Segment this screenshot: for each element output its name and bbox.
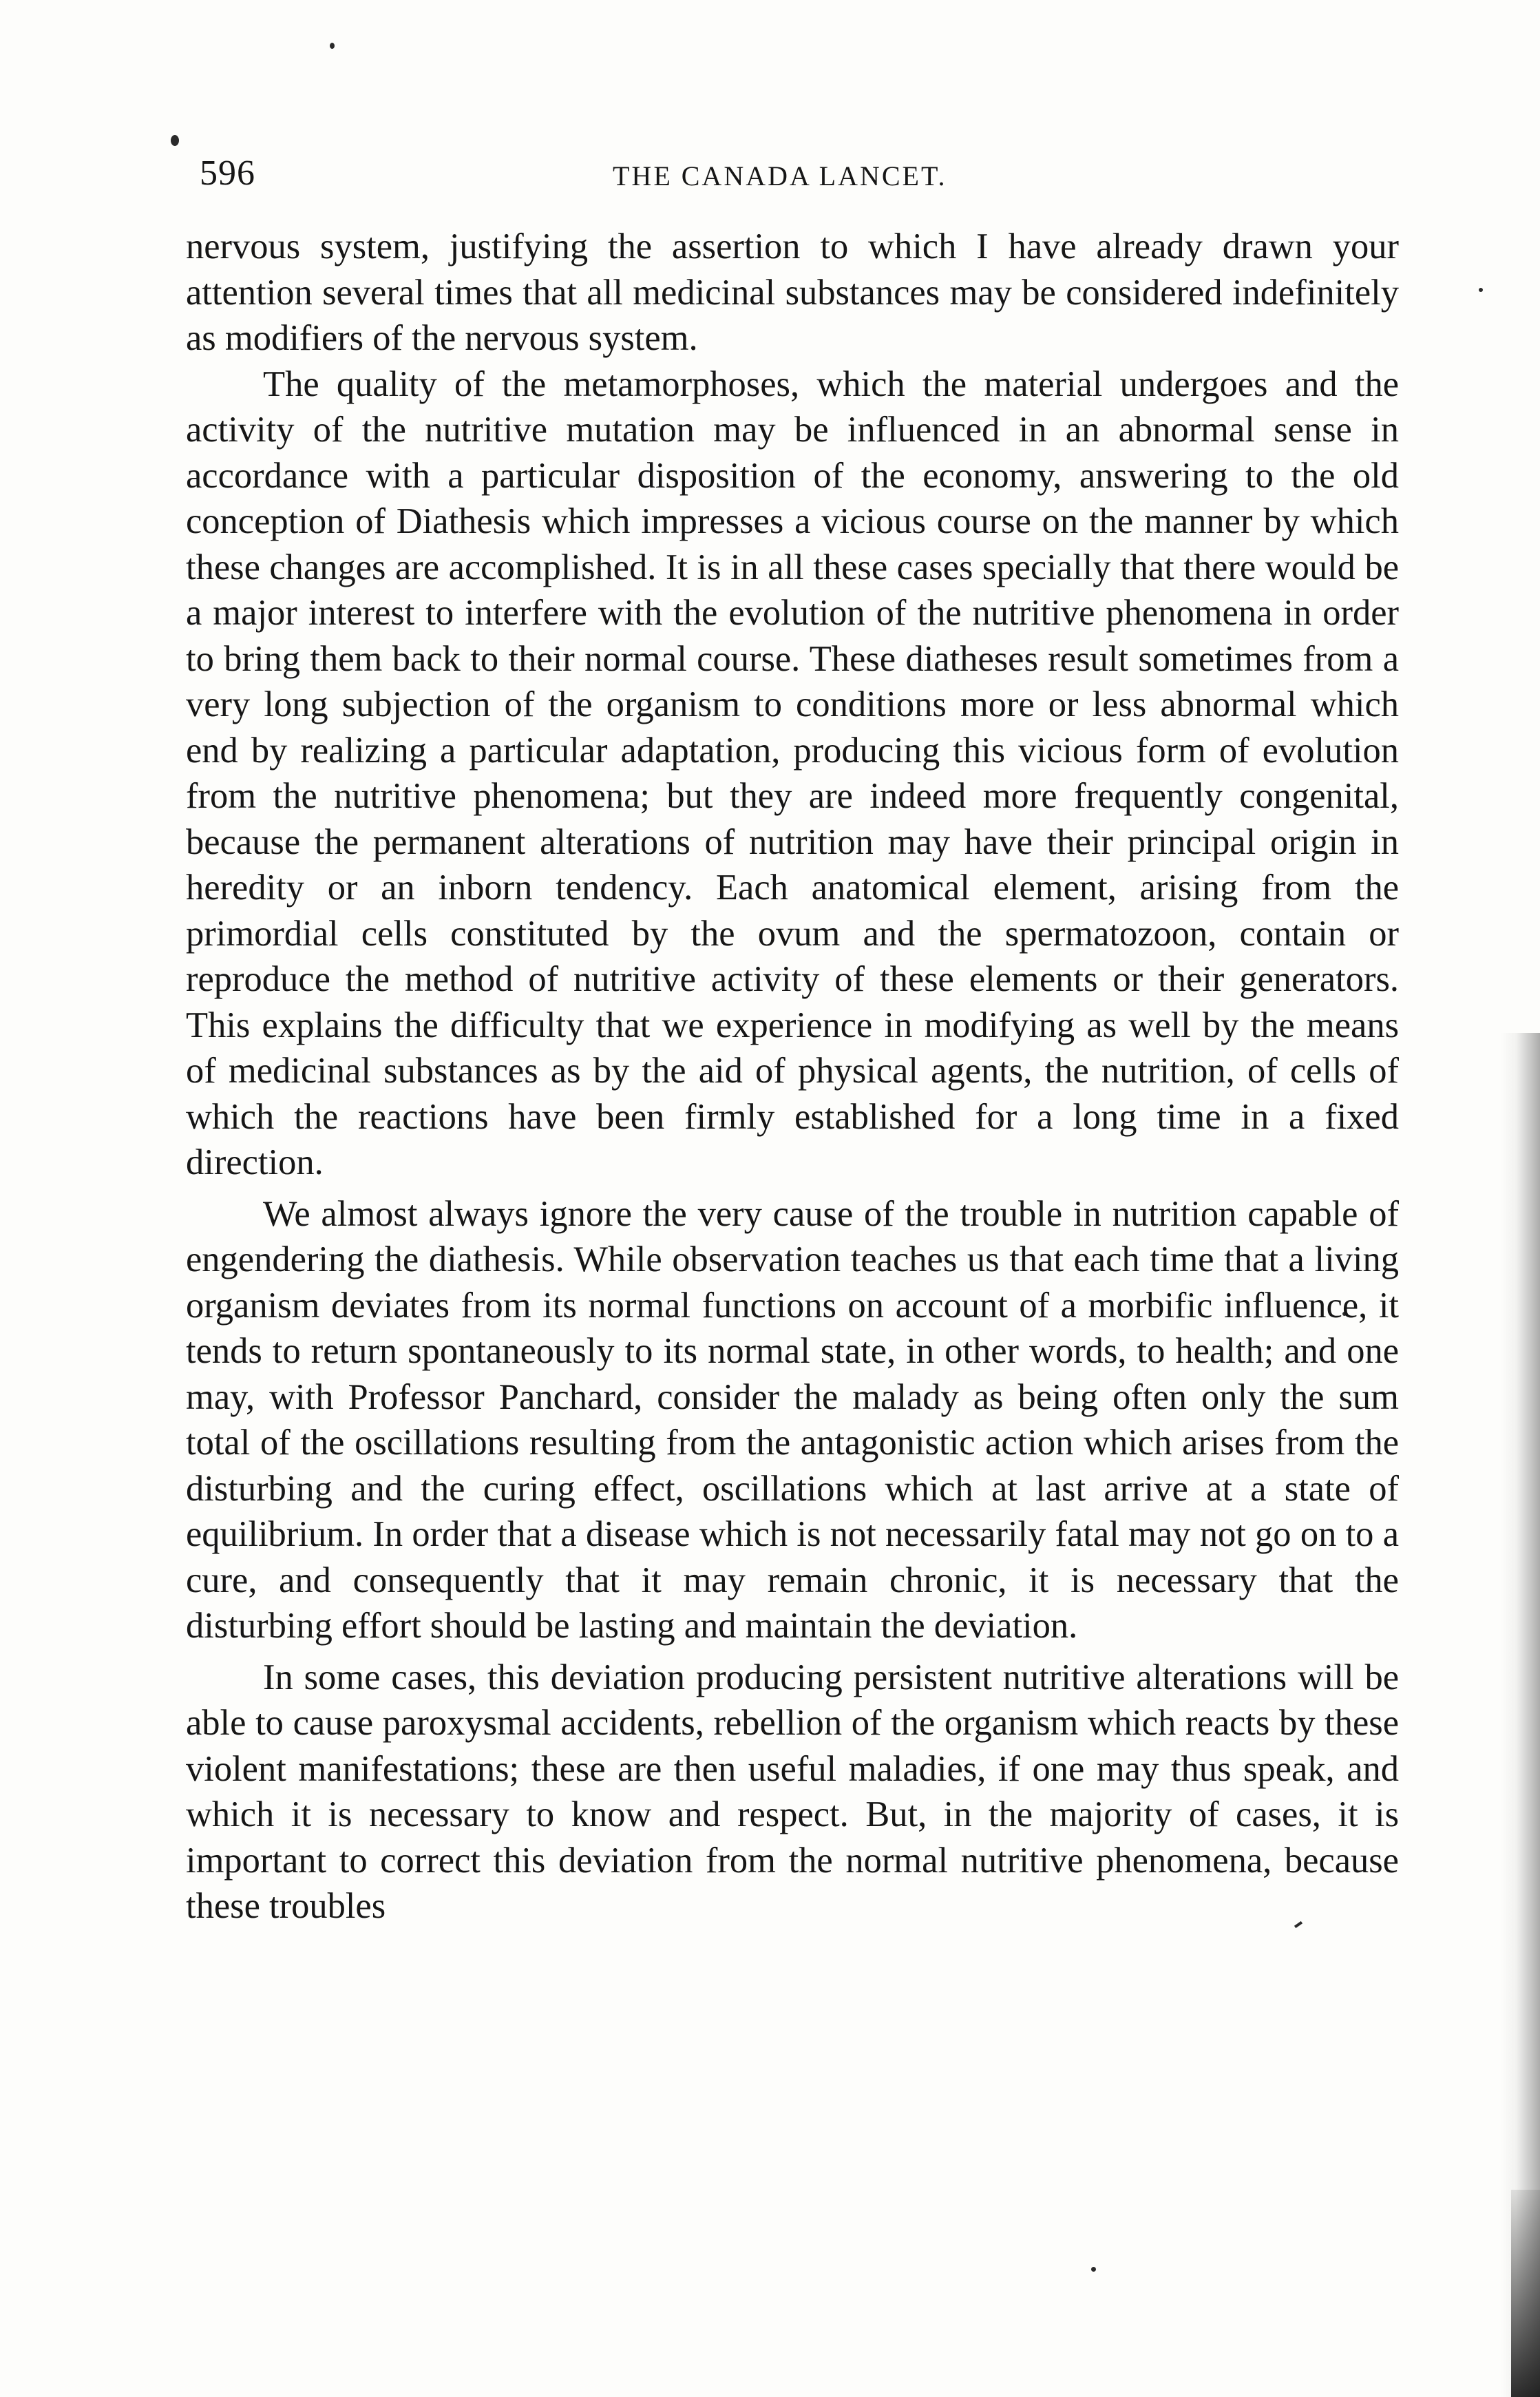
page-edge-dark <box>1511 2190 1540 2397</box>
paragraph-cause-of-trouble: We almost always ignore the very cause of the trouble in nutrition capable of engendering the diathesis. While observation teaches us that each time that a living organism deviates from its normal functions on account of a morbific influence, it tends to return spontaneously to its normal state, in other words, to health; and one may, with Professor Panchard, consider the malady as being often only the sum total of the oscillations resulting from the antagonistic action which arises from the disturbing and the curing effect, oscillations which at last arrive at a state of equilibrium. In order that a disease which is not necessarily fatal may not go on to a cure, and consequently that it may remain chronic, it is necessary that the disturbing effort should be lasting and maintain the deviation. <box>186 1193 1399 1646</box>
running-title: THE CANADA LANCET. <box>613 160 947 191</box>
ink-speck <box>171 135 179 146</box>
paragraph-continued: nervous system, justifying the assertion to which I have already drawn your attention several times that all medicinal substances may be considered indefinitely as modifiers of the nervous system. <box>186 227 1399 358</box>
ink-speck <box>330 43 335 49</box>
ink-speck <box>1091 2267 1096 2272</box>
ink-speck <box>1479 288 1483 292</box>
page-header <box>200 153 1397 201</box>
page-number: 596 <box>200 154 255 193</box>
body-text <box>186 224 1399 1929</box>
paragraph-deviation: In some cases, this deviation producing persistent nutritive alterations will be able to cause paroxysmal accidents, rebellion of the organism which reacts by these violent manifestations; these are then useful maladies, if one may thus speak, and which it is necessary to know and respect. But, in the majority of cases, it is important to correct this deviation from the normal nutritive phenomena, because these troubles <box>186 1657 1399 1926</box>
paragraph-diathesis: The quality of the metamorphoses, which the material undergoes and the activity of the nutritive mutation may be influenced in an abnormal sense in accordance with a particular disposition of the economy, answering to the old conception of Diathesis which impresses a vicious course on the manner by which these changes are accomplished. It is in all these cases specially that there would be a major interest to interfere with the evolution of the nutritive phenomena in order to bring them back to their normal course. These diatheses result sometimes from a very long subjection of the organism to conditions more or less abnormal which end by realizing a particular adaptation, producing this vicious form of evolution from the nutritive phenomena; but they are indeed more frequently congenital, because the permanent alterations of nutrition may have their principal origin in heredity or an inborn tendency. Each anatomical element, arising from the primordial cells constituted by the ovum and the spermatozoon, contain or reproduce the method of nutritive activity of these elements or their generators. This explains the difficulty that we experience in modifying as well by the means of medicinal substances as by the aid of physical agents, the nutrition, of cells of which the reactions have been firmly established for a long time in a fixed direction. <box>186 364 1399 1182</box>
